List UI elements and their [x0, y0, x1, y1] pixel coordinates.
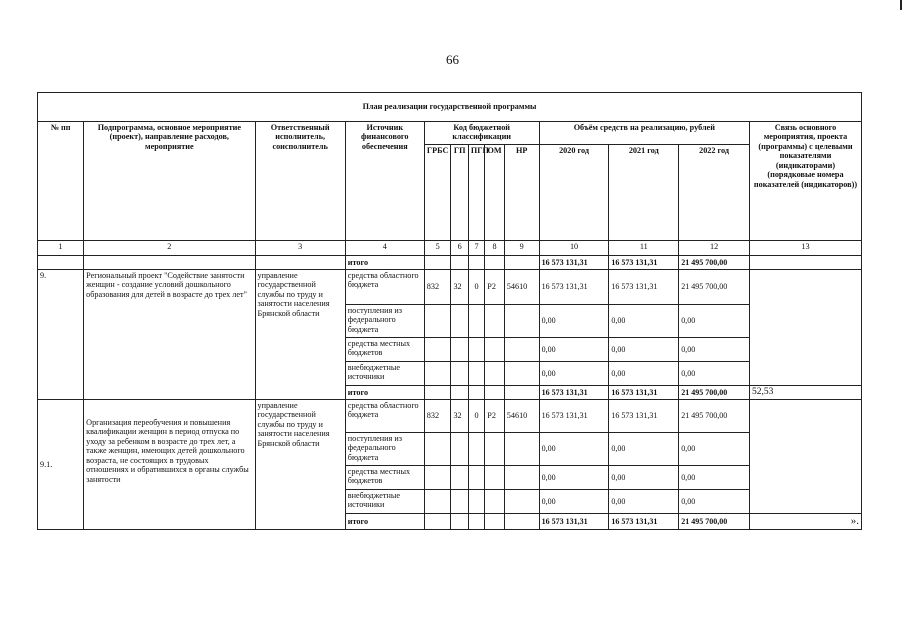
amount-2021: 0,00: [609, 490, 679, 514]
amount-2020: 0,00: [539, 490, 609, 514]
amount-2020: 0,00: [539, 433, 609, 466]
amount-2022: 0,00: [679, 433, 750, 466]
amount-2022: 21 495 700,00: [679, 400, 750, 433]
amount-2020: 16 573 131,31: [539, 400, 609, 433]
total-2020: 16 573 131,31: [539, 514, 609, 530]
funding-source: средства местных бюджетов: [345, 338, 424, 362]
column-number-row: [38, 241, 862, 256]
total-2022: 21 495 700,00: [679, 256, 750, 270]
code-om: Р2: [485, 270, 504, 305]
column-number: 5: [424, 241, 451, 256]
amount-2020: 0,00: [539, 338, 609, 362]
closing-quote-mark: ».: [749, 514, 861, 530]
code-om: Р2: [485, 400, 504, 433]
total-label: итого: [345, 256, 424, 270]
total-label: итого: [345, 386, 424, 400]
code-gp: 32: [451, 400, 468, 433]
indicator-link: 52,53: [749, 386, 861, 400]
amount-2021: 16 573 131,31: [609, 270, 679, 305]
amount-2021: 0,00: [609, 338, 679, 362]
amount-2022: 0,00: [679, 466, 750, 490]
header-budget-code: Код бюджетной классификации: [424, 122, 539, 145]
total-2020: 16 573 131,31: [539, 256, 609, 270]
page-edge-mark: [900, 0, 902, 10]
column-number: 11: [609, 241, 679, 256]
total-2021: 16 573 131,31: [609, 256, 679, 270]
funding-source: поступления из федерального бюджета: [345, 433, 424, 466]
column-number: 13: [749, 241, 861, 256]
column-number: 7: [468, 241, 484, 256]
header-np: НР: [504, 145, 539, 241]
code-np: 54610: [504, 270, 539, 305]
column-number: 1: [38, 241, 84, 256]
total-label: итого: [345, 514, 424, 530]
code-pgp: 0: [468, 270, 484, 305]
code-np: 54610: [504, 400, 539, 433]
column-number: 3: [255, 241, 345, 256]
code-pgp: 0: [468, 400, 484, 433]
project-name: Региональный проект "Содействие занятости женщин - создание условий дошкольного образования для детей в возрасте до трех лет": [84, 270, 255, 400]
measure-name: Организация переобучения и повышения квалификации женщин в период отпуска по уходу за ребенком в возрасте до трех лет, а также женщин, имеющих детей дошкольного возраста, не состоящих в трудовых отношениях и обратившихся в органы службы занятости: [84, 400, 255, 530]
total-2022: 21 495 700,00: [679, 386, 750, 400]
header-2020: 2020 год: [539, 145, 609, 241]
amount-2022: 0,00: [679, 338, 750, 362]
amount-2021: 0,00: [609, 362, 679, 386]
header-2021: 2021 год: [609, 145, 679, 241]
total-2021: 16 573 131,31: [609, 386, 679, 400]
table-row: [38, 256, 862, 270]
header-2022: 2022 год: [679, 145, 750, 241]
code-grbs: 832: [424, 400, 451, 433]
total-2022: 21 495 700,00: [679, 514, 750, 530]
header-om: ОМ: [485, 145, 504, 241]
table-row: [38, 270, 862, 305]
code-gp: 32: [451, 270, 468, 305]
funding-source: внебюджетные источники: [345, 490, 424, 514]
funding-source: средства областного бюджета: [345, 270, 424, 305]
header-link: Связь основного мероприятия, проекта (программы) с целевыми показателями (индикаторами) (порядковые номера показателей (индикаторов)): [749, 122, 861, 241]
funding-source: средства местных бюджетов: [345, 466, 424, 490]
column-number: 6: [451, 241, 468, 256]
amount-2022: 0,00: [679, 490, 750, 514]
row-number: 9.1.: [38, 400, 84, 530]
header-volume: Объём средств на реализацию, рублей: [539, 122, 749, 145]
header-pgp: ПГП: [468, 145, 484, 241]
total-2021: 16 573 131,31: [609, 514, 679, 530]
column-number: 12: [679, 241, 750, 256]
table-title: План реализации государственной программы: [38, 93, 862, 122]
code-grbs: 832: [424, 270, 451, 305]
amount-2021: 0,00: [609, 466, 679, 490]
amount-2022: 0,00: [679, 362, 750, 386]
header-gp: ГП: [451, 145, 468, 241]
column-number: 8: [485, 241, 504, 256]
responsible-executor: управление государственной службы по труду и занятости населения Брянской области: [255, 270, 345, 400]
column-number: 10: [539, 241, 609, 256]
funding-source: поступления из федерального бюджета: [345, 305, 424, 338]
amount-2021: 0,00: [609, 305, 679, 338]
table-row: [38, 400, 862, 433]
funding-source: средства областного бюджета: [345, 400, 424, 433]
column-number: 4: [345, 241, 424, 256]
header-source: Источник финансового обеспечения: [345, 122, 424, 241]
program-plan-table: [37, 92, 862, 530]
header-responsible: Ответственный исполнитель, соисполнитель: [255, 122, 345, 241]
amount-2022: 0,00: [679, 305, 750, 338]
header-subprogram: Подпрограмма, основное мероприятие (проект), направление расходов, мероприятие: [84, 122, 255, 241]
header-num: № пп: [38, 122, 84, 241]
page-number: 66: [446, 52, 459, 67]
funding-source: внебюджетные источники: [345, 362, 424, 386]
amount-2021: 0,00: [609, 433, 679, 466]
amount-2020: 16 573 131,31: [539, 270, 609, 305]
amount-2020: 0,00: [539, 305, 609, 338]
responsible-executor: управление государственной службы по труду и занятости населения Брянской области: [255, 400, 345, 530]
amount-2022: 21 495 700,00: [679, 270, 750, 305]
total-2020: 16 573 131,31: [539, 386, 609, 400]
amount-2020: 0,00: [539, 362, 609, 386]
row-number: 9.: [38, 270, 84, 400]
header-grbs: ГРБС: [424, 145, 451, 241]
column-number: 9: [504, 241, 539, 256]
column-number: 2: [84, 241, 255, 256]
amount-2020: 0,00: [539, 466, 609, 490]
amount-2021: 16 573 131,31: [609, 400, 679, 433]
